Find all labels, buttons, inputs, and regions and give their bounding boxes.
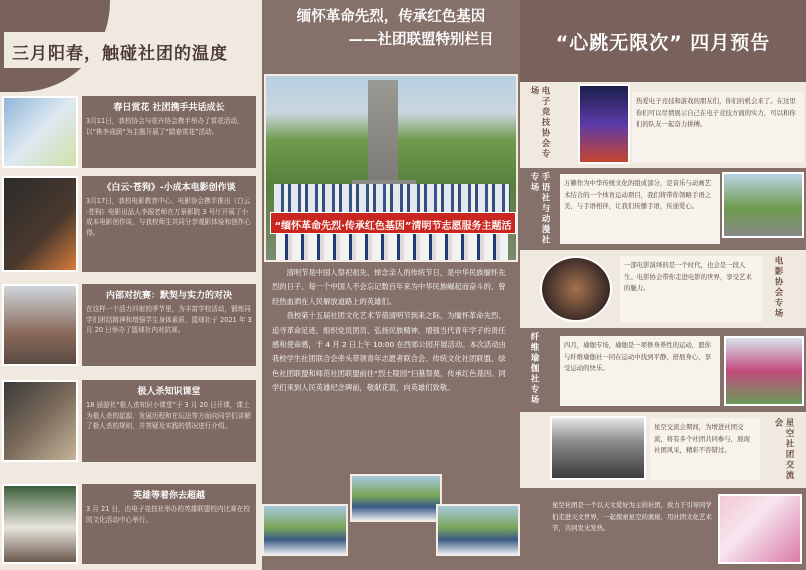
item-body: 3月17日，我校电影教育中心、电影协会携手推出《白云·苍狗》电影出品人李振老师在万景影院 3 号厅开展了小成本电影创作谈，与我校师生共同分享观影体验和创作心得。 [86,197,251,237]
right-title: “心跳无限次” 四月预告 [555,32,771,54]
news-item [2,176,258,272]
item-body: 18 届游社“极人杀知识小课堂”于 3 月 20 日开课，课上为极人杀的起源、发展历程和在玩法等方面向同学们讲解了极人杀的规则，并答疑及实践的情况进行介绍。 [86,401,251,430]
section-body: 四月，瑜伽专场，瑜伽是一项修身养性的运动，愿你与纤维瑜伽社一同在运动中找到平静，舒展身心，享受运动的快乐。 [560,336,720,406]
section-body: 万籁作为中华传统文化的组成部分，是音乐与动画艺术结合的一个体育运动项目，我们将带你领略手语之美，与手语相伴，让我们传播手语，传递爱心。 [560,174,720,244]
left-header [0,0,262,92]
article-paragraph: 我校第十五届社团文化艺术节借清明节到来之际，为缅怀革命先烈、追寻革命足迹，组织党员团员、弘扬民族精神、增强当代青年学子的责任感和使命感，于 4 月 2 日上午 10:00 在西郊公园开展活动。本次活动由我校学生社团联合会牵头带领青年志愿者联合会、传统文化社团联盟、绿色社团联盟和师范社团联盟前往“烈士陵园”扫墓祭奠，传承红色基因。同学们来到人民英雄纪念碑前，敬献花篮，向英雄们致敬。 [272,311,506,393]
item-body: 3月11日，我校协会与花卉协会携手举办了赏花活动，以“桃李成荫”为主题开展了“踏春赏花”活动。 [86,117,244,136]
classroom-photo [2,380,78,462]
campus-photo [722,172,804,238]
yoga-photo [724,336,804,406]
section-label: 电子竞技协会专场 [529,86,550,160]
item-body: 在这样一个活力四射的季节里，为丰富学校活动，锻炼同学们团结精神和增强学生身体素质，篮球社于 2021 年 3 月 20 日举办了篮球社内对抗赛。 [86,305,252,334]
news-item [2,284,258,366]
basketball-photo [2,284,78,366]
esports-photo [2,484,78,564]
meeting-photo [550,416,646,480]
monument [368,80,398,184]
mid-title-line1: 缅怀革命先烈，传承红色基因 [296,9,486,25]
event-photo [436,504,520,556]
article-paragraph: 清明节是中国人祭祀祖先、悼念亲人的传统节日，是中华民族缅怀先烈的日子。每一个中国人不会忘记数百年来为中华民族崛起而奋斗的、曾经热血洒在人民解放道路上的英雄们。 [272,268,506,306]
news-item [2,380,258,462]
film-photo [540,256,612,322]
section-label: 纤维瑜伽社专场 [529,332,539,406]
event-photo [350,474,442,522]
event-banner: “缅怀革命先烈·传承红色基因”清明节志愿服务主题活 [270,212,516,234]
mid-title [262,6,520,52]
flower-photo [2,96,78,168]
item-title: 春日赏花 社团携手共话成长 [113,103,225,113]
right-panel [520,0,806,570]
section-body: 星空社团是一个以天文爱好为主的社团，致力于引导同学们走进天文世界，一起探索星空的奥秘，用社团文化艺术节，共同发光发热。 [548,496,716,562]
item-title: 内部对抗赛：默契与实力的对决 [105,291,232,301]
section-body: 热爱电子竞技和游戏的朋友们，你们的机会来了。在这里你们可以尽情展示自己在电子竞技方面的实力，可以和你们的队友一起奋力拼搏。 [632,92,804,162]
front-row [276,234,508,262]
left-title: 三月阳春，触碰社团的温度 [4,32,260,68]
section-label: 手语社与动漫社专场 [529,172,550,246]
section-label: 电影协会专场 [773,256,783,319]
mid-article [272,266,512,396]
event-photo [262,504,348,556]
news-item [2,96,258,168]
memorial-group-photo [264,74,518,262]
item-title: 英雄等着你去超越 [132,491,205,501]
mid-title-line2: ——社团联盟特别栏目 [348,32,494,48]
map-illustration [718,494,802,564]
item-title: 《白云·苍狗》-小成本电影创作谈 [102,183,236,193]
middle-panel [262,0,520,570]
left-panel [0,0,262,570]
item-title: 极人杀知识课堂 [137,387,201,397]
section-body: 一部电影演绎的是一个时代，也会是一段人生。电影协会带你走进电影的世界，享受艺术的魅力。 [620,256,762,322]
news-item [2,484,258,564]
esports-poster [578,84,630,164]
item-body: 3 月 21 日，由电子竞技社举办的英雄联盟校内比赛在校园文化活动中心举行。 [86,505,250,524]
section-body: 星空交流会期间，为增进社团交流，将有多个社团共同参与，展现社团风采，精彩不容错过。 [650,418,760,480]
speaker-photo [2,176,78,272]
section-label: 星空社团交流会 [773,418,794,481]
